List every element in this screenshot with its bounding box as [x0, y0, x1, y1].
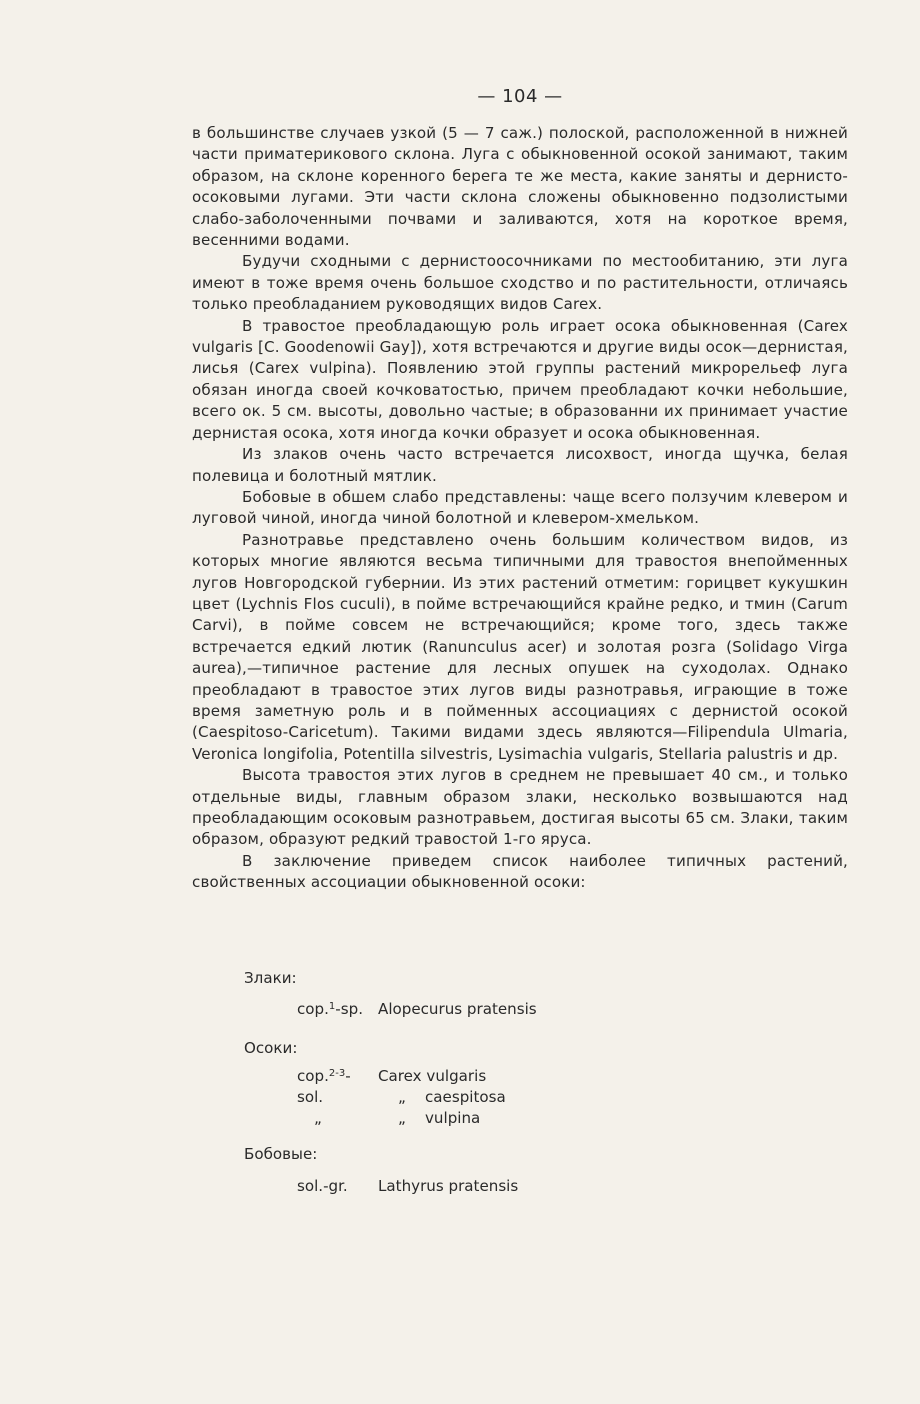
species-row [0, 1088, 700, 1110]
species-row [0, 1000, 700, 1022]
paragraph: Будучи сходными с дернистоосочниками по местообитанию, эти луга имеют в тоже время очень большое сходство и по растительности, отличаясь только преобладанием руководящих видов Carex. [192, 252, 848, 314]
group-title-legumes: Бобовые: [244, 1145, 318, 1163]
body-text [192, 123, 848, 894]
species-epithet: caespitosa [425, 1088, 506, 1106]
paragraph: В травостое преобладающую роль играет осока обыкновенная (Carex vulgaris [C. Goodenowii Gay]), хотя встречаются и другие виды осок—дернистая, лисья (Carex vulpina). Появлению этой группы растений микрорельеф луга обязан иногда своей кочковатостью, причем преобладают кочки небольшие, всего ок. 5 см. высоты, довольно частые; в образованни их принимает участие дернистая осока, хотя иногда кочки образует и осока обыкновенная. [192, 316, 848, 442]
paragraph: в большинстве случаев узкой (5 — 7 саж.) полоской, расположенной в нижней части приматерикового склона. Луга с обыкновенной осокой занимают, таким образом, на склоне коренного берега те же места, какие заняты и дернисто-осоковыми лугами. Эти части склона сложены обыкновенно подзолистыми слабо-заболоченными почвами и заливаются, хотя на короткое время, весенними водами. [192, 124, 848, 250]
ditto-mark: „ [398, 1088, 406, 1106]
species-epithet: vulpina [425, 1109, 481, 1127]
paragraph: Разнотравье представлено очень большим количеством видов, из которых многие являются весьма типичными для травостоя внепойменных лугов Новгородской губернии. Из этих растений отметим: горицвет кукушкин цвет (Lychnis Flos cuculi), в пойме встречающийся крайне редко, и тмин (Carum Carvi), в пойме совсем не встречающийся; кроме того, здесь также встречается едкий лютик (Ranunculus acer) и золотая розга (Solidago Virga aurea),—типичное растение для лесных опушек на суходолах. Однако преобладают в травостое этих лугов виды разнотравья, играющие в тоже время заметную роль и в пойменных ассоциациях с дернистой осокой (Caespitoso-Caricetum). Такими видами здесь являются—Filipendula Ulmaria, Veronica longifolia, Potentilla silvestris, Lysimachia vulgaris, Stellaria palustris и др. [192, 530, 848, 763]
species-name: Lathyrus pratensis [378, 1177, 519, 1195]
species-row [0, 1067, 700, 1089]
species-name: Alopecurus pratensis [378, 1000, 537, 1018]
ditto-mark: „ [398, 1109, 406, 1127]
species-row [0, 1109, 700, 1131]
paragraph: Из злаков очень часто встречается лисохвост, иногда щучка, белая полевица и болотный мятлик. [192, 445, 848, 485]
abundance: sol. [297, 1088, 324, 1106]
abundance: sol.-gr. [297, 1177, 348, 1195]
group-title-sedges: Осоки: [244, 1039, 298, 1057]
paragraph: Высота травостоя этих лугов в среднем не превышает 40 см., и только отдельные виды, главным образом злаки, несколько возвышаются над преобладающим осоковым разнотравьем, достигая высоты 65 см. Злаки, таким образом, образуют редкий травостой 1-го яруса. [192, 766, 848, 849]
abundance: cop.$^{2-3}$- [297, 1067, 351, 1085]
species-name: Carex vulgaris [378, 1067, 487, 1085]
page-number: — 104 — [477, 86, 563, 107]
species-row [0, 1177, 700, 1199]
ditto-mark: „ [314, 1109, 322, 1127]
paragraph: Бобовые в обшем слабо представлены: чаще всего ползучим клевером и луговой чиной, иногда чиной болотной и клевером-хмельком. [192, 487, 848, 528]
group-title-grasses: Злаки: [244, 969, 297, 987]
abundance: cop.$^1$-sp. [297, 1000, 363, 1018]
paragraph: В заключение приведем список наиболее типичных растений, свойственных ассоциации обыкновенной осоки: [192, 851, 848, 892]
